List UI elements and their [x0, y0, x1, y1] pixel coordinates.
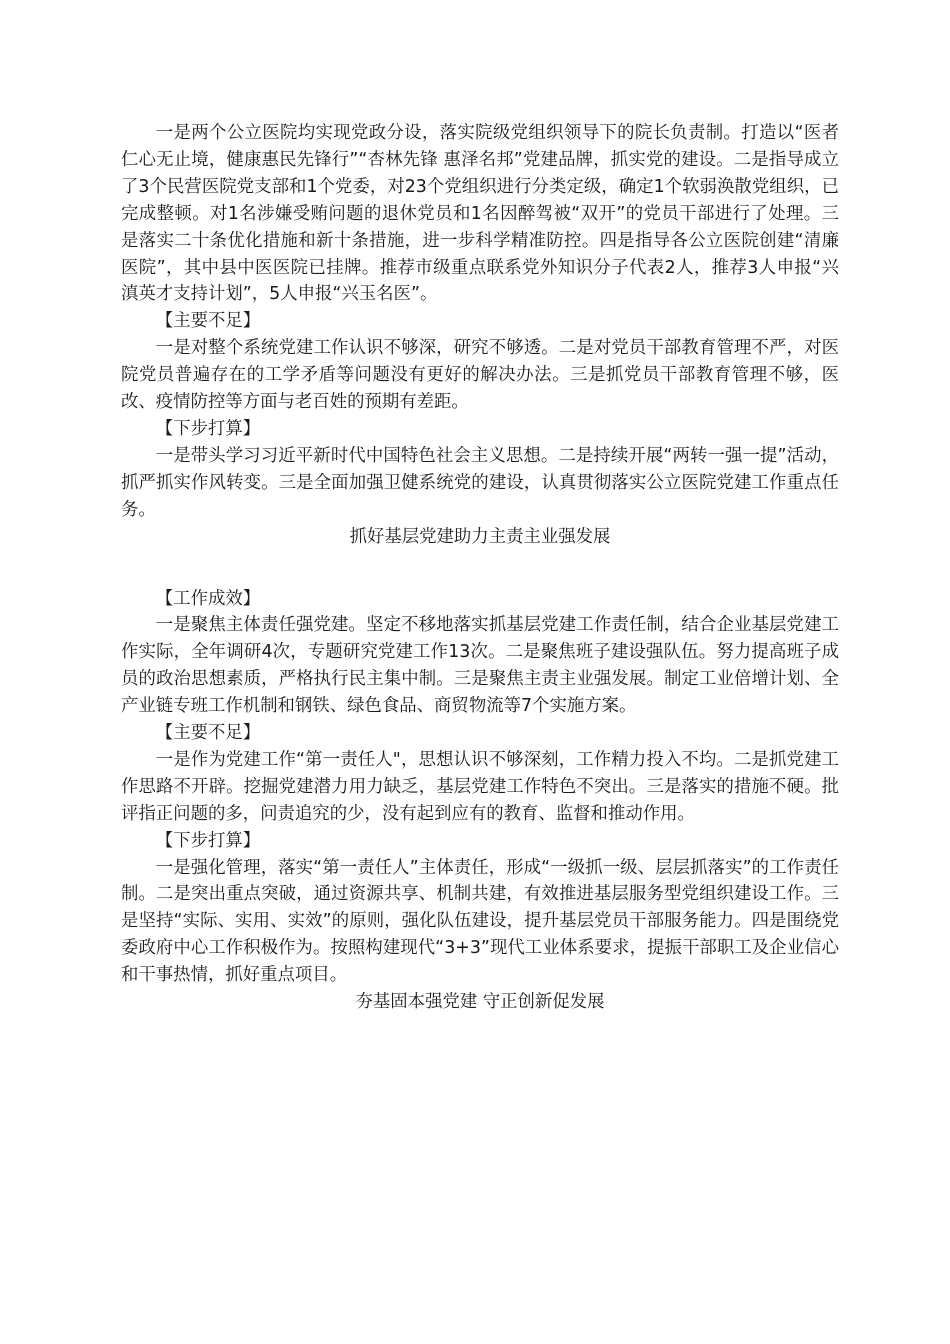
document-page [121, 120, 839, 1016]
section1-next-steps-heading: 【下步打算】 [155, 418, 261, 439]
section1-next-steps-paragraph: 一是带头学习习近平新时代中国特色社会主义思想。二是持续开展“两转一强一提”活动，抓严抓实作风转变。三是全面加强卫健系统党的建设，认真贯彻落实公立医院党建工作重点任务。 [121, 445, 839, 520]
section2-results-heading: 【工作成效】 [155, 588, 261, 609]
section2-shortcomings-paragraph: 一是作为党建工作“第一责任人"，思想认识不够深刻，工作精力投入不均。二是抓党建工作思路不开辟。挖掘党建潜力用力缺乏，基层党建工作特色不突出。三是落实的措施不硬。批评指正问题的多，问责追究的少，没有起到应有的教育、监督和推动作用。 [121, 749, 839, 824]
section3-title: 夯基固本强党建 守正创新促发展 [355, 992, 605, 1013]
section1-shortcomings-paragraph: 一是对整个系统党建工作认识不够深，研究不够透。二是对党员干部教育管理不严，对医院党员普遍存在的工学矛盾等问题没有更好的解决办法。三是抓党员干部教育管理不够，医改、疫情防控等方面与老百姓的预期有差距。 [121, 338, 839, 413]
section1-results-paragraph: 一是两个公立医院均实现党政分设，落实院级党组织领导下的院长负责制。打造以“医者仁心无止境，健康惠民先锋行”“杏林先锋 惠泽名邦”党建品牌，抓实党的建设。二是指导成立了3个民营医院党支部和1个党委，对23个党组织进行分类定级，确定1个软弱涣散党组织，已完成整顿。对1名涉嫌受贿问题的退休党员和1名因醉驾被“双开”的党员干部进行了处理。三是落实二十条优化措施和新十条措施，进一步科学精准防控。四是指导各公立医院创建“清廉医院”，其中县中医医院已挂牌。推荐市级重点联系党外知识分子代表2人，推荐3人申报“兴滇英才支持计划”，5人申报“兴玉名医”。 [121, 123, 839, 305]
section2-title-spacer [121, 551, 839, 586]
section2-results-paragraph: 一是聚焦主体责任强党建。坚定不移地落实抓基层党建工作责任制，结合企业基层党建工作实际，全年调研4次，专题研究党建工作13次。二是聚焦班子建设强队伍。努力提高班子成员的政治思想素质，严格执行民主集中制。三是聚焦主责主业强发展。制定工业倍增计划、全产业链专班工作机制和钢铁、绿色食品、商贸物流等7个实施方案。 [121, 615, 839, 717]
section2-next-steps-heading: 【下步打算】 [155, 830, 261, 851]
section2-next-steps-paragraph: 一是强化管理，落实“第一责任人”主体责任，形成“一级抓一级、层层抓落实”的工作责任制。二是突出重点突破，通过资源共享、机制共建，有效推进基层服务型党组织建设工作。三是坚持“实际、实用、实效”的原则，强化队伍建设，提升基层党员干部服务能力。四是围绕党委政府中心工作积极作为。按照构建现代“3+3”现代工业体系要求，提振干部职工及企业信心和干事热情，抓好重点项目。 [121, 857, 839, 986]
section2-title: 抓好基层党建助力主责主业强发展 [349, 526, 611, 547]
section2-shortcomings-heading: 【主要不足】 [155, 723, 261, 744]
section1-shortcomings-heading: 【主要不足】 [155, 311, 261, 332]
